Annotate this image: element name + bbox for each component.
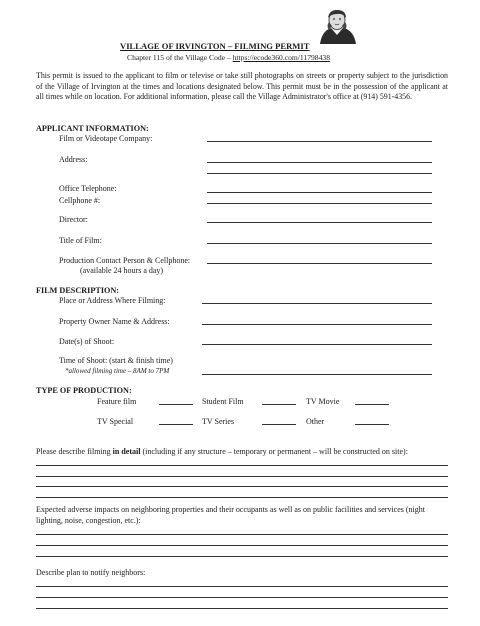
address-field-1[interactable] bbox=[207, 162, 432, 163]
intro-paragraph: This permit is issued to the applicant to film or televise or take still photographs on streets or property subject to the jurisdiction of the Village of Irvington at the times and locations designated below. This permit must be in the possession of the applicant at all times while on location. For additional information, please call the Village Administrator's office at (914) 591-4356. bbox=[36, 71, 448, 102]
detail-question-emphasis: in detail bbox=[112, 447, 141, 456]
detail-answer-line-3[interactable] bbox=[36, 486, 448, 487]
type-tv-movie: TV Movie bbox=[306, 397, 340, 406]
office-phone-field[interactable] bbox=[207, 192, 432, 193]
production-heading: TYPE OF PRODUCTION: bbox=[36, 386, 132, 395]
detail-question-start: Please describe filming bbox=[36, 447, 113, 456]
place-field[interactable] bbox=[202, 303, 432, 304]
detail-answer-line-1[interactable] bbox=[36, 465, 448, 466]
time-label: Time of Shoot: (start & finish time) bbox=[59, 356, 173, 365]
dates-field[interactable] bbox=[202, 344, 432, 345]
type-feature-film-field[interactable] bbox=[159, 404, 193, 405]
page-title: VILLAGE OF IRVINGTON – FILMING PERMIT bbox=[120, 41, 310, 51]
notify-answer-line-1[interactable] bbox=[36, 586, 448, 587]
notify-question: Describe plan to notify neighbors: bbox=[36, 568, 146, 577]
place-label: Place or Address Where Filming: bbox=[59, 296, 166, 305]
impacts-question: Expected adverse impacts on neighboring properties and their occupants as well as on public facilities and services (night lighting, noise, congestion, etc.): bbox=[36, 505, 425, 525]
cellphone-label: Cellphone #: bbox=[59, 196, 101, 205]
cellphone-field[interactable] bbox=[207, 203, 432, 204]
type-tv-series-field[interactable] bbox=[262, 424, 296, 425]
ecode-link[interactable]: https://ecode360.com/11798438 bbox=[232, 53, 330, 62]
type-tv-movie-field[interactable] bbox=[355, 404, 389, 405]
type-student-film-field[interactable] bbox=[262, 404, 296, 405]
type-tv-special-field[interactable] bbox=[159, 424, 193, 425]
owner-label: Property Owner Name & Address: bbox=[59, 317, 170, 326]
film-title-field[interactable] bbox=[207, 243, 432, 244]
office-phone-label: Office Telephone: bbox=[59, 184, 117, 193]
impacts-answer-line-2[interactable] bbox=[36, 545, 448, 546]
chapter-reference: Chapter 115 of the Village Code – bbox=[127, 53, 233, 62]
type-student-film: Student Film bbox=[202, 397, 244, 406]
time-note: *allowed filming time – 8AM to 7PM bbox=[65, 367, 170, 375]
page-subtitle bbox=[127, 53, 330, 62]
company-label: Film or Videotape Company: bbox=[59, 134, 153, 143]
impacts-answer-line-1[interactable] bbox=[36, 534, 448, 535]
director-field[interactable] bbox=[207, 222, 432, 223]
type-tv-special: TV Special bbox=[97, 417, 134, 426]
contact-label: Production Contact Person & Cellphone: bbox=[59, 256, 191, 265]
notify-answer-line-2[interactable] bbox=[36, 597, 448, 598]
detail-answer-line-2[interactable] bbox=[36, 476, 448, 477]
contact-note: (available 24 hours a day) bbox=[80, 266, 164, 275]
address-label: Address: bbox=[59, 155, 88, 164]
notify-answer-line-3[interactable] bbox=[36, 608, 448, 609]
applicant-heading: APPLICANT INFORMATION: bbox=[36, 124, 149, 133]
film-title-label: Title of Film: bbox=[59, 236, 102, 245]
detail-question-end: (including if any structure – temporary or permanent – will be constructed on site): bbox=[140, 447, 408, 456]
type-other-field[interactable] bbox=[355, 424, 389, 425]
address-field-2[interactable] bbox=[207, 173, 432, 174]
type-tv-series: TV Series bbox=[202, 417, 235, 426]
detail-answer-line-4[interactable] bbox=[36, 497, 448, 498]
film-heading: FILM DESCRIPTION: bbox=[36, 286, 120, 295]
dates-label: Date(s) of Shoot: bbox=[59, 337, 115, 346]
type-other: Other bbox=[306, 417, 325, 426]
portrait-illustration bbox=[314, 8, 360, 44]
owner-field[interactable] bbox=[202, 324, 432, 325]
impacts-answer-line-3[interactable] bbox=[36, 556, 448, 557]
type-feature-film: Feature film bbox=[97, 397, 137, 406]
contact-field[interactable] bbox=[207, 263, 432, 264]
company-field[interactable] bbox=[207, 141, 432, 142]
detail-question bbox=[36, 447, 408, 457]
director-label: Director: bbox=[59, 215, 88, 224]
time-field[interactable] bbox=[202, 374, 432, 375]
